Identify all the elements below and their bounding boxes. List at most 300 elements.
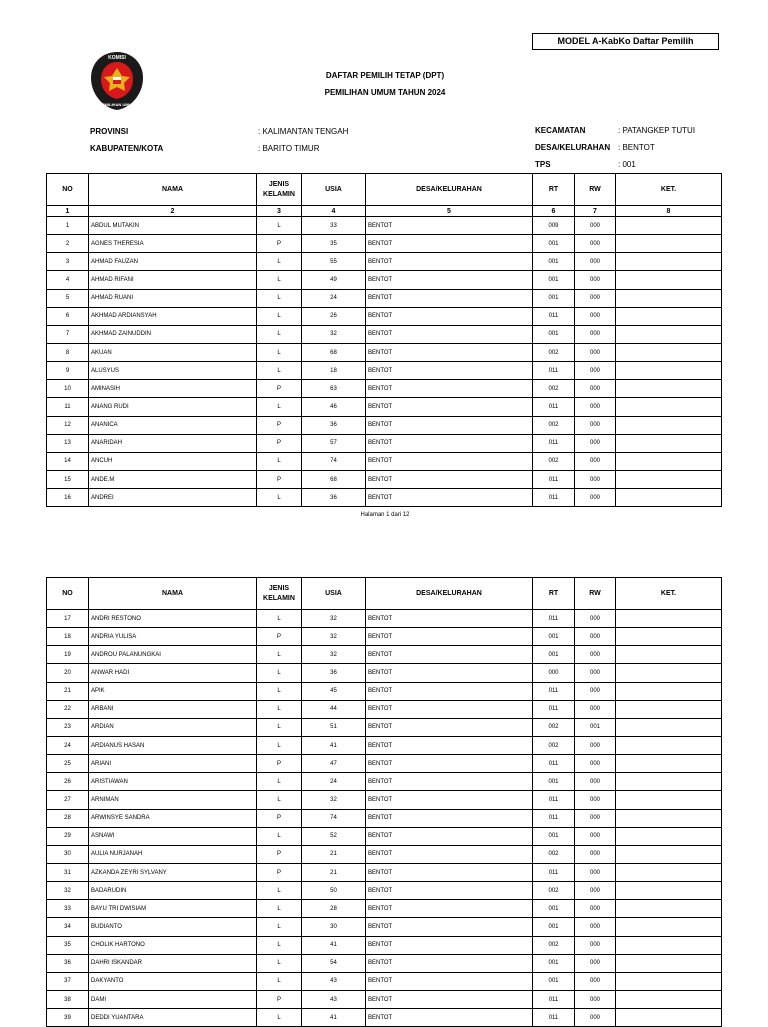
row-ket bbox=[616, 343, 722, 361]
table-row bbox=[47, 755, 722, 773]
row-usia: 32 bbox=[302, 325, 366, 343]
row-ket bbox=[616, 700, 722, 718]
row-no: 35 bbox=[47, 936, 89, 954]
table-row bbox=[47, 628, 722, 646]
row-rw: 000 bbox=[575, 470, 616, 488]
row-desa: BENTOT bbox=[366, 343, 533, 361]
row-usia: 41 bbox=[302, 936, 366, 954]
row-usia: 24 bbox=[302, 289, 366, 307]
row-usia: 32 bbox=[302, 628, 366, 646]
row-desa: BENTOT bbox=[366, 362, 533, 380]
row-nama: BAYU TRI DWISIAM bbox=[89, 900, 257, 918]
row-jenis-kelamin: P bbox=[257, 628, 302, 646]
row-ket bbox=[616, 900, 722, 918]
row-ket bbox=[616, 791, 722, 809]
row-desa: BENTOT bbox=[366, 736, 533, 754]
row-nama: ANCUH bbox=[89, 452, 257, 470]
kecamatan-value: : PATANGKEP TUTUI bbox=[618, 126, 696, 135]
row-desa: BENTOT bbox=[366, 452, 533, 470]
row-nama: AKHMAD ZAINUDDIN bbox=[89, 325, 257, 343]
row-jenis-kelamin: L bbox=[257, 289, 302, 307]
row-rw: 000 bbox=[575, 416, 616, 434]
desa-label: DESA/KELURAHAN bbox=[535, 143, 611, 152]
row-ket bbox=[616, 307, 722, 325]
row-rt: 001 bbox=[533, 289, 575, 307]
row-rw: 000 bbox=[575, 990, 616, 1008]
row-no: 17 bbox=[47, 610, 89, 628]
row-rt: 001 bbox=[533, 646, 575, 664]
row-usia: 24 bbox=[302, 773, 366, 791]
row-nama: AHMAD RUANI bbox=[89, 289, 257, 307]
row-rt: 002 bbox=[533, 718, 575, 736]
row-rw: 000 bbox=[575, 863, 616, 881]
row-desa: BENTOT bbox=[366, 271, 533, 289]
row-nama: ARBANI bbox=[89, 700, 257, 718]
row-desa: BENTOT bbox=[366, 1009, 533, 1027]
row-rw: 001 bbox=[575, 718, 616, 736]
row-no: 3 bbox=[47, 253, 89, 271]
row-jenis-kelamin: P bbox=[257, 434, 302, 452]
row-ket bbox=[616, 253, 722, 271]
row-rw: 000 bbox=[575, 217, 616, 235]
table-row bbox=[47, 217, 722, 235]
row-no: 39 bbox=[47, 1009, 89, 1027]
row-ket bbox=[616, 380, 722, 398]
desa-value: : BENTOT bbox=[618, 143, 655, 152]
row-no: 25 bbox=[47, 755, 89, 773]
row-rw: 000 bbox=[575, 235, 616, 253]
row-usia: 68 bbox=[302, 343, 366, 361]
row-rt: 009 bbox=[533, 217, 575, 235]
row-rw: 000 bbox=[575, 362, 616, 380]
row-usia: 43 bbox=[302, 972, 366, 990]
voter-table-page-2 bbox=[46, 577, 722, 1027]
row-usia: 26 bbox=[302, 307, 366, 325]
row-rw: 000 bbox=[575, 343, 616, 361]
row-ket bbox=[616, 954, 722, 972]
row-jenis-kelamin: L bbox=[257, 343, 302, 361]
row-ket bbox=[616, 990, 722, 1008]
row-ket bbox=[616, 362, 722, 380]
model-label: MODEL A-KabKo Daftar Pemilih bbox=[532, 33, 719, 50]
row-rw: 000 bbox=[575, 682, 616, 700]
row-nama: ABDUL MUTAKIN bbox=[89, 217, 257, 235]
col-jenis-kelamin: JENIS KELAMIN bbox=[257, 578, 302, 610]
row-usia: 36 bbox=[302, 664, 366, 682]
row-jenis-kelamin: L bbox=[257, 1009, 302, 1027]
row-nama: ANWAR HADI bbox=[89, 664, 257, 682]
row-usia: 74 bbox=[302, 809, 366, 827]
table-row bbox=[47, 434, 722, 452]
table-row bbox=[47, 700, 722, 718]
row-rt: 001 bbox=[533, 918, 575, 936]
col-index: 1 bbox=[47, 206, 89, 217]
table-row bbox=[47, 646, 722, 664]
row-desa: BENTOT bbox=[366, 845, 533, 863]
row-nama: ARIANI bbox=[89, 755, 257, 773]
row-rt: 000 bbox=[533, 664, 575, 682]
table-row bbox=[47, 954, 722, 972]
table-row bbox=[47, 882, 722, 900]
row-rw: 000 bbox=[575, 882, 616, 900]
row-desa: BENTOT bbox=[366, 664, 533, 682]
row-ket bbox=[616, 235, 722, 253]
table-row bbox=[47, 362, 722, 380]
row-desa: BENTOT bbox=[366, 434, 533, 452]
row-desa: BENTOT bbox=[366, 718, 533, 736]
row-usia: 32 bbox=[302, 791, 366, 809]
row-desa: BENTOT bbox=[366, 809, 533, 827]
row-jenis-kelamin: L bbox=[257, 918, 302, 936]
row-rw: 000 bbox=[575, 700, 616, 718]
table-row bbox=[47, 271, 722, 289]
row-jenis-kelamin: L bbox=[257, 936, 302, 954]
col-index: 6 bbox=[533, 206, 575, 217]
table-row bbox=[47, 791, 722, 809]
col-ket: KET. bbox=[616, 578, 722, 610]
row-nama: ARNIMAN bbox=[89, 791, 257, 809]
table-row bbox=[47, 936, 722, 954]
row-desa: BENTOT bbox=[366, 990, 533, 1008]
row-usia: 52 bbox=[302, 827, 366, 845]
table-row bbox=[47, 416, 722, 434]
row-ket bbox=[616, 489, 722, 507]
row-rw: 000 bbox=[575, 755, 616, 773]
row-rw: 000 bbox=[575, 918, 616, 936]
row-desa: BENTOT bbox=[366, 700, 533, 718]
row-ket bbox=[616, 882, 722, 900]
row-rw: 000 bbox=[575, 434, 616, 452]
row-desa: BENTOT bbox=[366, 628, 533, 646]
row-usia: 63 bbox=[302, 380, 366, 398]
row-usia: 74 bbox=[302, 452, 366, 470]
row-nama: ANARIDAH bbox=[89, 434, 257, 452]
row-nama: ARDIANUS HASAN bbox=[89, 736, 257, 754]
row-no: 1 bbox=[47, 217, 89, 235]
row-no: 19 bbox=[47, 646, 89, 664]
col-index: 2 bbox=[89, 206, 257, 217]
col-index: 8 bbox=[616, 206, 722, 217]
col-nama: NAMA bbox=[89, 578, 257, 610]
row-usia: 32 bbox=[302, 646, 366, 664]
table-row bbox=[47, 900, 722, 918]
row-no: 10 bbox=[47, 380, 89, 398]
row-usia: 54 bbox=[302, 954, 366, 972]
col-index: 3 bbox=[257, 206, 302, 217]
row-rt: 002 bbox=[533, 936, 575, 954]
row-no: 31 bbox=[47, 863, 89, 881]
row-no: 2 bbox=[47, 235, 89, 253]
row-usia: 36 bbox=[302, 489, 366, 507]
row-usia: 57 bbox=[302, 434, 366, 452]
row-nama: ANDROU PALANUNGKAI bbox=[89, 646, 257, 664]
row-jenis-kelamin: L bbox=[257, 610, 302, 628]
row-desa: BENTOT bbox=[366, 972, 533, 990]
row-rt: 001 bbox=[533, 628, 575, 646]
row-usia: 43 bbox=[302, 990, 366, 1008]
row-ket bbox=[616, 736, 722, 754]
row-nama: AKUAN bbox=[89, 343, 257, 361]
row-usia: 41 bbox=[302, 736, 366, 754]
row-rw: 000 bbox=[575, 954, 616, 972]
row-no: 24 bbox=[47, 736, 89, 754]
voter-table-page-1 bbox=[46, 173, 722, 507]
col-index: 5 bbox=[366, 206, 533, 217]
row-nama: DEDDI YUANTARA bbox=[89, 1009, 257, 1027]
row-usia: 55 bbox=[302, 253, 366, 271]
col-nama: NAMA bbox=[89, 174, 257, 206]
row-rw: 000 bbox=[575, 664, 616, 682]
table-row bbox=[47, 664, 722, 682]
col-usia: USIA bbox=[302, 578, 366, 610]
row-no: 29 bbox=[47, 827, 89, 845]
row-nama: BADARUDIN bbox=[89, 882, 257, 900]
row-usia: 30 bbox=[302, 918, 366, 936]
row-no: 9 bbox=[47, 362, 89, 380]
row-jenis-kelamin: L bbox=[257, 271, 302, 289]
row-jenis-kelamin: L bbox=[257, 900, 302, 918]
provinsi-label: PROVINSI bbox=[90, 127, 129, 136]
row-jenis-kelamin: L bbox=[257, 217, 302, 235]
row-no: 23 bbox=[47, 718, 89, 736]
col-rt: RT bbox=[533, 174, 575, 206]
row-no: 8 bbox=[47, 343, 89, 361]
row-desa: BENTOT bbox=[366, 827, 533, 845]
row-rt: 002 bbox=[533, 343, 575, 361]
row-desa: BENTOT bbox=[366, 646, 533, 664]
row-jenis-kelamin: L bbox=[257, 954, 302, 972]
row-rw: 000 bbox=[575, 809, 616, 827]
row-no: 6 bbox=[47, 307, 89, 325]
row-rw: 000 bbox=[575, 325, 616, 343]
row-desa: BENTOT bbox=[366, 217, 533, 235]
row-no: 12 bbox=[47, 416, 89, 434]
row-nama: ANDE.M bbox=[89, 470, 257, 488]
table-row bbox=[47, 990, 722, 1008]
row-rt: 002 bbox=[533, 380, 575, 398]
row-jenis-kelamin: L bbox=[257, 791, 302, 809]
row-jenis-kelamin: L bbox=[257, 307, 302, 325]
row-usia: 47 bbox=[302, 755, 366, 773]
row-rw: 000 bbox=[575, 936, 616, 954]
row-ket bbox=[616, 845, 722, 863]
row-desa: BENTOT bbox=[366, 755, 533, 773]
row-jenis-kelamin: L bbox=[257, 452, 302, 470]
row-jenis-kelamin: P bbox=[257, 380, 302, 398]
tps-label: TPS bbox=[535, 160, 551, 169]
row-ket bbox=[616, 682, 722, 700]
row-jenis-kelamin: P bbox=[257, 809, 302, 827]
row-nama: AGNES THERESIA bbox=[89, 235, 257, 253]
row-desa: BENTOT bbox=[366, 289, 533, 307]
table-row bbox=[47, 1009, 722, 1027]
row-rt: 011 bbox=[533, 700, 575, 718]
row-no: 26 bbox=[47, 773, 89, 791]
row-desa: BENTOT bbox=[366, 900, 533, 918]
row-rw: 000 bbox=[575, 307, 616, 325]
row-rt: 011 bbox=[533, 470, 575, 488]
row-rw: 000 bbox=[575, 271, 616, 289]
row-nama: AHMAD RIFANI bbox=[89, 271, 257, 289]
col-jenis-kelamin: JENIS KELAMIN bbox=[257, 174, 302, 206]
row-desa: BENTOT bbox=[366, 936, 533, 954]
col-rw: RW bbox=[575, 174, 616, 206]
table-row bbox=[47, 253, 722, 271]
row-jenis-kelamin: L bbox=[257, 682, 302, 700]
row-desa: BENTOT bbox=[366, 682, 533, 700]
row-ket bbox=[616, 289, 722, 307]
row-usia: 49 bbox=[302, 271, 366, 289]
row-nama: AHMAD FAUZAN bbox=[89, 253, 257, 271]
row-no: 15 bbox=[47, 470, 89, 488]
page-number: Halaman 1 dari 12 bbox=[360, 512, 410, 518]
row-rw: 000 bbox=[575, 398, 616, 416]
row-usia: 21 bbox=[302, 845, 366, 863]
row-rt: 011 bbox=[533, 809, 575, 827]
row-ket bbox=[616, 398, 722, 416]
svg-text:PEMILIHAN UMUM: PEMILIHAN UMUM bbox=[99, 102, 135, 107]
document-subtitle: PEMILIHAN UMUM TAHUN 2024 bbox=[324, 88, 446, 97]
row-rt: 001 bbox=[533, 773, 575, 791]
row-desa: BENTOT bbox=[366, 380, 533, 398]
table-row bbox=[47, 736, 722, 754]
row-desa: BENTOT bbox=[366, 918, 533, 936]
row-nama: ASNAWI bbox=[89, 827, 257, 845]
row-usia: 21 bbox=[302, 863, 366, 881]
table-row bbox=[47, 827, 722, 845]
document-title: DAFTAR PEMILIH TETAP (DPT) bbox=[325, 71, 445, 80]
row-rw: 000 bbox=[575, 628, 616, 646]
row-no: 27 bbox=[47, 791, 89, 809]
row-rw: 000 bbox=[575, 791, 616, 809]
row-usia: 51 bbox=[302, 718, 366, 736]
row-desa: BENTOT bbox=[366, 954, 533, 972]
row-ket bbox=[616, 718, 722, 736]
row-ket bbox=[616, 827, 722, 845]
kpu-logo bbox=[89, 50, 145, 112]
row-rw: 000 bbox=[575, 972, 616, 990]
row-jenis-kelamin: P bbox=[257, 416, 302, 434]
table-row bbox=[47, 918, 722, 936]
row-desa: BENTOT bbox=[366, 773, 533, 791]
row-desa: BENTOT bbox=[366, 307, 533, 325]
row-desa: BENTOT bbox=[366, 253, 533, 271]
table-row bbox=[47, 343, 722, 361]
row-jenis-kelamin: L bbox=[257, 882, 302, 900]
row-nama: DAKYANTO bbox=[89, 972, 257, 990]
row-rw: 000 bbox=[575, 1009, 616, 1027]
table-row bbox=[47, 307, 722, 325]
row-usia: 45 bbox=[302, 682, 366, 700]
row-ket bbox=[616, 664, 722, 682]
row-ket bbox=[616, 434, 722, 452]
row-ket bbox=[616, 936, 722, 954]
row-no: 16 bbox=[47, 489, 89, 507]
row-nama: ARDIAN bbox=[89, 718, 257, 736]
row-jenis-kelamin: L bbox=[257, 646, 302, 664]
row-ket bbox=[616, 809, 722, 827]
table-row bbox=[47, 845, 722, 863]
row-rt: 011 bbox=[533, 791, 575, 809]
table-row bbox=[47, 325, 722, 343]
row-rw: 000 bbox=[575, 646, 616, 664]
row-no: 7 bbox=[47, 325, 89, 343]
col-ket: KET. bbox=[616, 174, 722, 206]
row-nama: AZKANDA ZEYRI SYLVANY bbox=[89, 863, 257, 881]
row-rt: 011 bbox=[533, 489, 575, 507]
row-usia: 33 bbox=[302, 217, 366, 235]
row-no: 36 bbox=[47, 954, 89, 972]
row-nama: AMINASIH bbox=[89, 380, 257, 398]
row-usia: 28 bbox=[302, 900, 366, 918]
row-rt: 011 bbox=[533, 990, 575, 1008]
row-usia: 44 bbox=[302, 700, 366, 718]
col-no: NO bbox=[47, 578, 89, 610]
row-nama: DAHRI ISKANDAR bbox=[89, 954, 257, 972]
col-desa: DESA/KELURAHAN bbox=[366, 174, 533, 206]
row-rw: 000 bbox=[575, 452, 616, 470]
row-jenis-kelamin: L bbox=[257, 398, 302, 416]
row-rt: 011 bbox=[533, 398, 575, 416]
row-rw: 000 bbox=[575, 900, 616, 918]
row-rt: 011 bbox=[533, 1009, 575, 1027]
row-jenis-kelamin: L bbox=[257, 325, 302, 343]
row-rt: 001 bbox=[533, 954, 575, 972]
col-no: NO bbox=[47, 174, 89, 206]
row-jenis-kelamin: L bbox=[257, 253, 302, 271]
row-rt: 011 bbox=[533, 307, 575, 325]
table-row bbox=[47, 773, 722, 791]
row-ket bbox=[616, 628, 722, 646]
col-usia: USIA bbox=[302, 174, 366, 206]
row-ket bbox=[616, 610, 722, 628]
row-ket bbox=[616, 217, 722, 235]
row-desa: BENTOT bbox=[366, 882, 533, 900]
row-usia: 36 bbox=[302, 416, 366, 434]
row-nama: ALUSYUS bbox=[89, 362, 257, 380]
row-no: 5 bbox=[47, 289, 89, 307]
table-row bbox=[47, 718, 722, 736]
col-index: 7 bbox=[575, 206, 616, 217]
row-desa: BENTOT bbox=[366, 470, 533, 488]
row-jenis-kelamin: L bbox=[257, 773, 302, 791]
row-nama: AKHMAD ARDIANSYAH bbox=[89, 307, 257, 325]
row-jenis-kelamin: L bbox=[257, 700, 302, 718]
row-jenis-kelamin: P bbox=[257, 990, 302, 1008]
row-nama: ANDREI bbox=[89, 489, 257, 507]
table-row bbox=[47, 452, 722, 470]
row-nama: ANANG RUDI bbox=[89, 398, 257, 416]
row-jenis-kelamin: L bbox=[257, 362, 302, 380]
row-no: 37 bbox=[47, 972, 89, 990]
row-rt: 002 bbox=[533, 736, 575, 754]
row-rt: 011 bbox=[533, 863, 575, 881]
row-rw: 000 bbox=[575, 845, 616, 863]
row-no: 30 bbox=[47, 845, 89, 863]
row-ket bbox=[616, 470, 722, 488]
col-rw: RW bbox=[575, 578, 616, 610]
table-row bbox=[47, 380, 722, 398]
row-rw: 000 bbox=[575, 380, 616, 398]
row-usia: 68 bbox=[302, 470, 366, 488]
row-rt: 011 bbox=[533, 362, 575, 380]
row-rw: 000 bbox=[575, 253, 616, 271]
table-row bbox=[47, 235, 722, 253]
row-no: 11 bbox=[47, 398, 89, 416]
row-desa: BENTOT bbox=[366, 791, 533, 809]
row-no: 14 bbox=[47, 452, 89, 470]
row-jenis-kelamin: P bbox=[257, 845, 302, 863]
